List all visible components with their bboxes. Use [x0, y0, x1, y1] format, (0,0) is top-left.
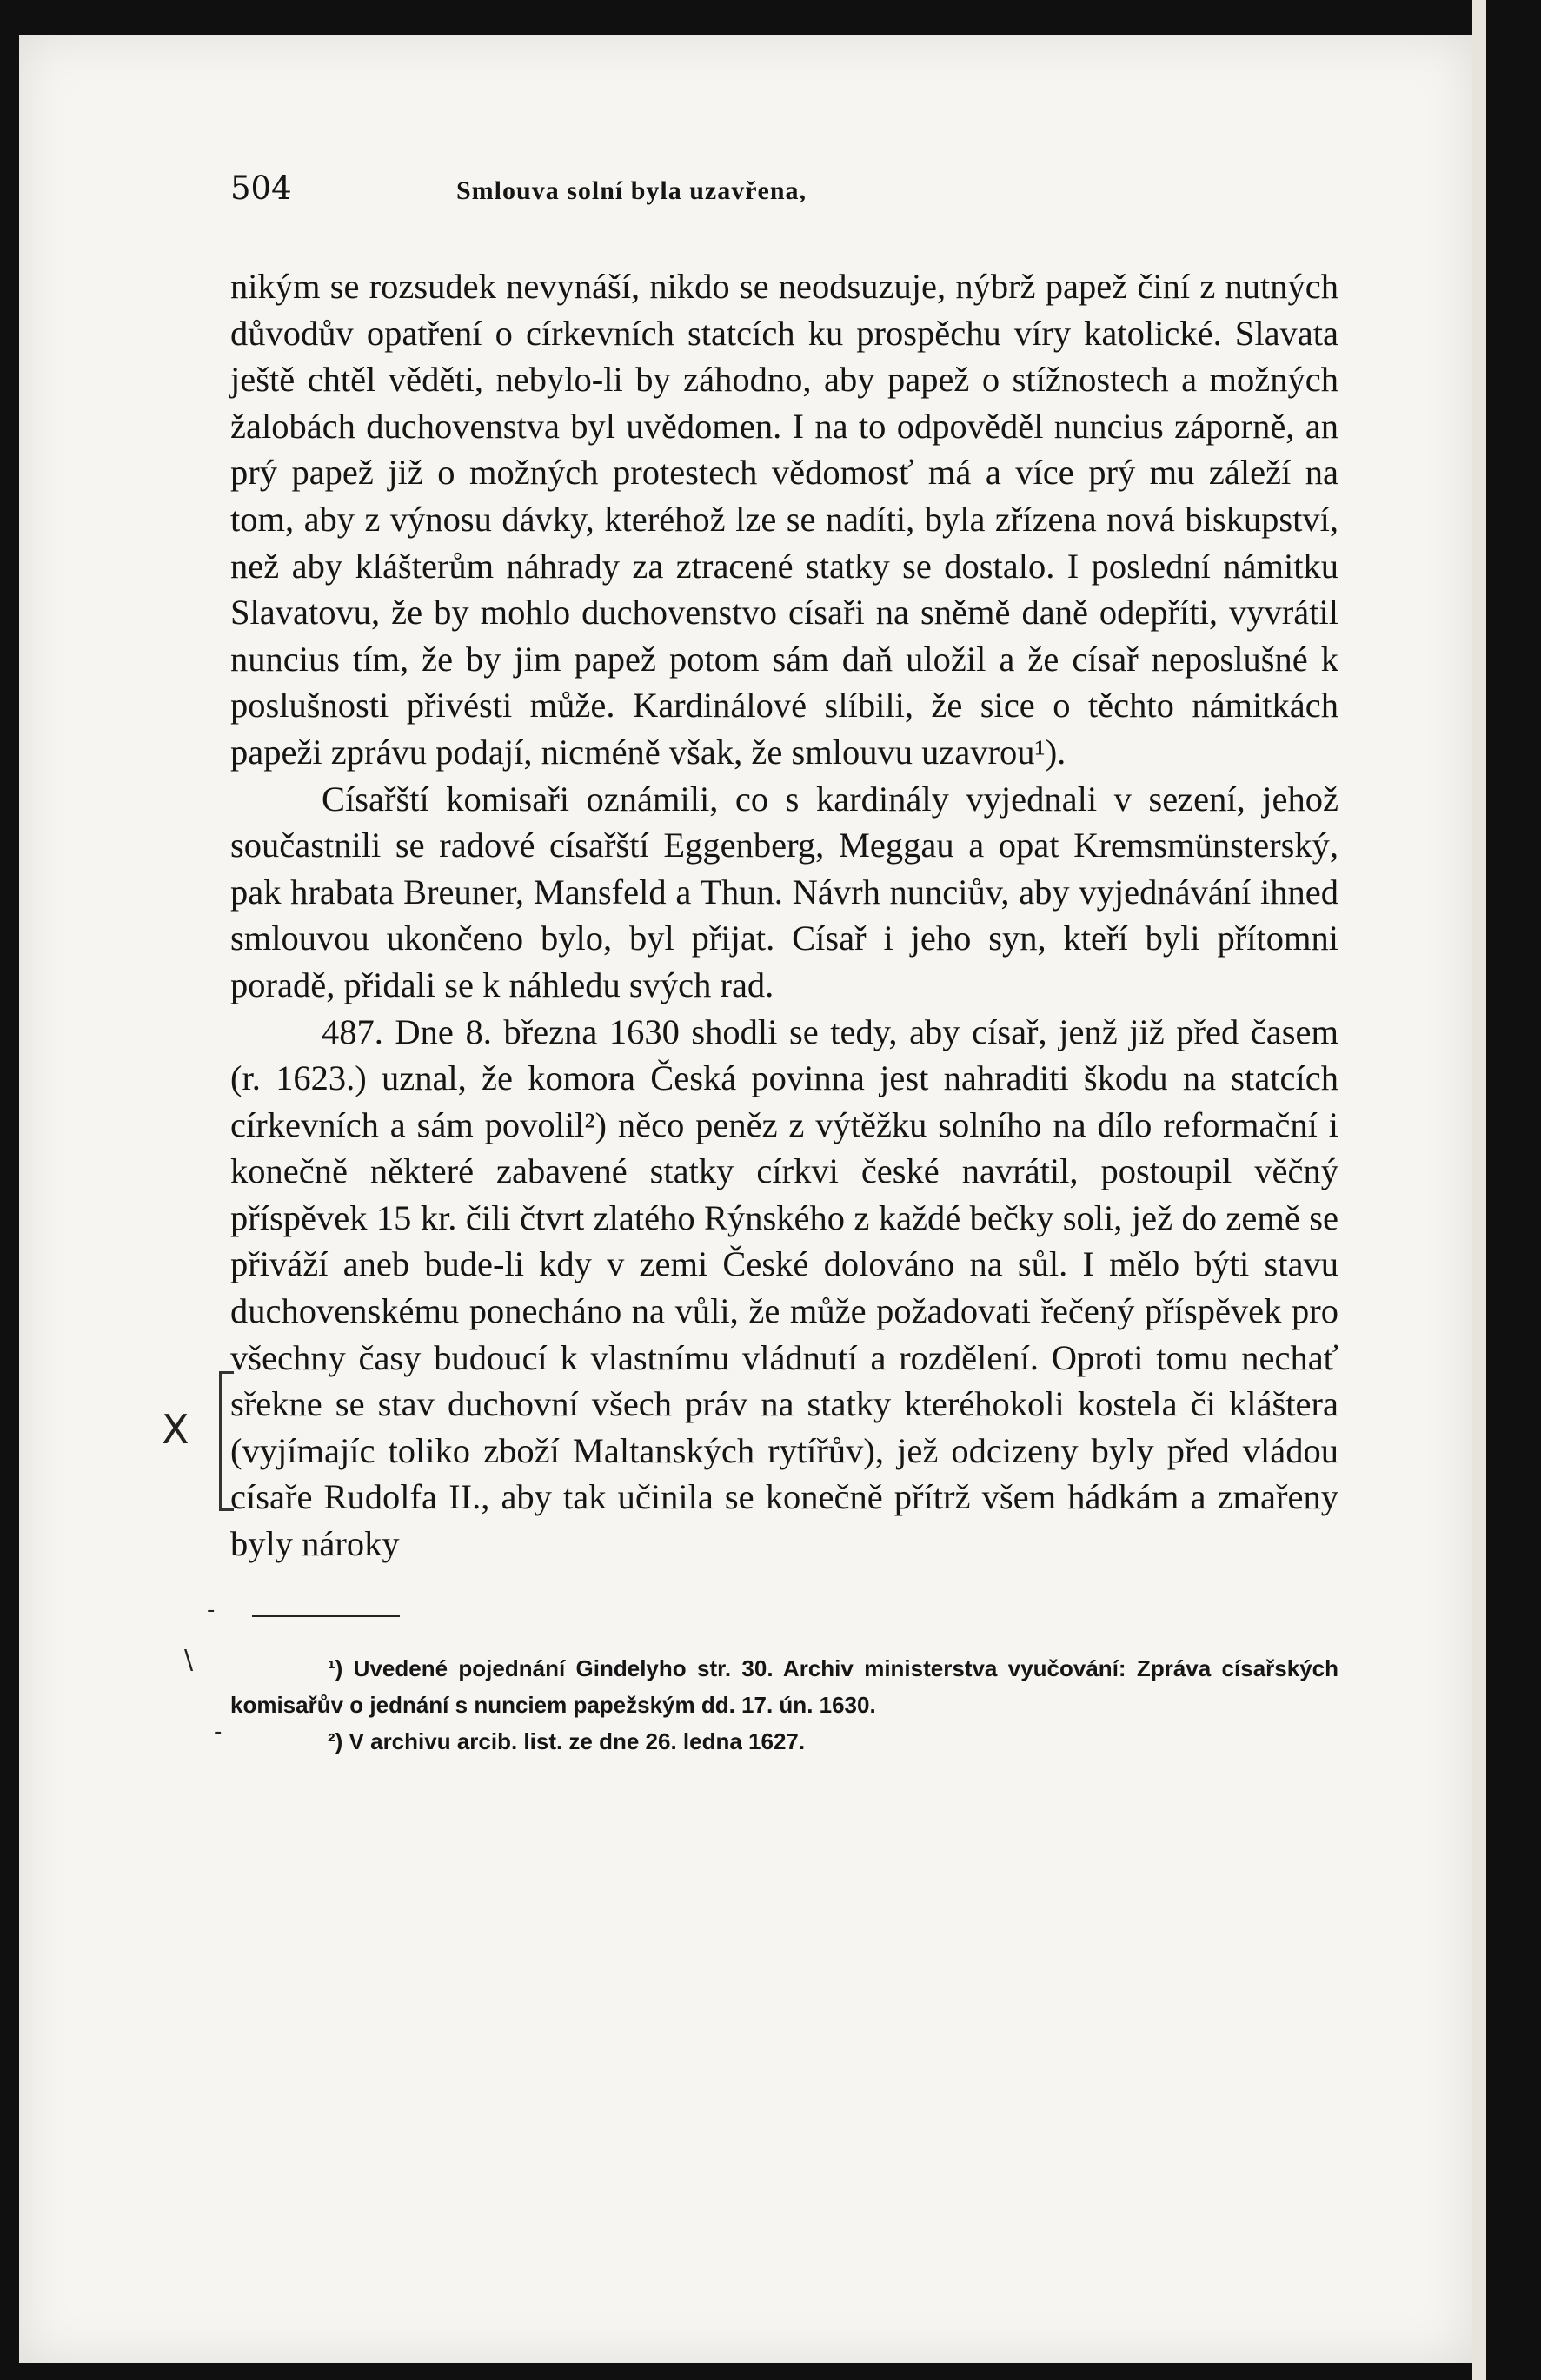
paragraph-3: 487. Dne 8. března 1630 shodli se tedy, aby císař, jenž již před časem (r. 1623.) uznal, že komora Česká povinna jest nahraditi škodu na statcích církevních a sám povolil²) něco peněz z výtěžku solního na dílo reformační i konečně některé zabavené statky církvi české navrátil, postoupil věčný příspěvek 15 kr. čili čtvrt zlatého Rýnského z každé bečky soli, jež do země se přiváží aneb bude-li kdy v zemi České dolováno na sůl. I mělo býti stavu duchovenskému ponecháno na vůli, že může požadovati řečený příspěvek pro všechny časy budoucí k vlastnímu vládnutí a rozdělení. Oproti tomu nechať sřekne se stav duchovní všech práv na statky kteréhokoli kostela či kláštera (vyjímajíc toliko zboží Maltanských rytířův), jež odcizeny byly před vládou císaře Rudolfa II., aby tak učinila se konečně přítrž všem hádkám a zmařeny byly nároky	[230, 1011, 1338, 1564]
margin-x-mark: X	[162, 1406, 189, 1453]
footnote-rule	[252, 1615, 400, 1617]
margin-mark-2: \	[184, 1645, 194, 1675]
running-head: Smlouva solní byla uzavřena,	[456, 176, 807, 205]
page-content	[230, 169, 1338, 1760]
footnote-1: ¹) Uvedené pojednání Gindelyho str. 30. Archiv ministerstva vyučování: Zpráva císařských komisařův o jednání s nunciem papežským dd. 17. ún. 1630.	[230, 1654, 1338, 1718]
margin-mark-1: -	[207, 1597, 216, 1623]
margin-mark-3: -	[214, 1719, 223, 1745]
body-text	[230, 263, 1338, 1568]
paragraph-2: Císařští komisaři oznámili, co s kardinály vyjednali v sezení, jehož součastnili se radové císařští Eggenberg, Meggau a opat Kremsmünsterský, pak hrabata Breuner, Mansfeld a Thun. Návrh nunciův, aby vyjednávání ihned smlouvou ukončeno bylo, byl přijat. Císař i jeho syn, kteří byli přítomni poradě, přidali se k náhledu svých rad.	[230, 779, 1338, 1004]
paragraph-1: nikým se rozsudek nevynáší, nikdo se neodsuzuje, nýbrž papež činí z nutných důvodův opatření o církevních statcích ku prospěchu víry katolické. Slavata ještě chtěl věděti, nebylo-li by záhodno, aby papež o stížnostech a možných žalobách duchovenstva byl uvědomen. I na to odpověděl nuncius záporně, an prý papež již o možných protestech vědomosť má a více prý mu záleží na tom, aby z výnosu dávky, kteréhož lze se nadíti, byla zřízena nová biskupství, než aby klášterům náhrady za ztracené statky se dostalo. I poslední námitku Slavatovu, že by mohlo duchovenstvo císaři na sněmě daně odepříti, vyvrátil nuncius tím, že by jim papež potom sám daň uložil a že císař neposlušné k poslušnosti přivésti může. Kardinálové slíbili, že sice o těchto námitkách papeži zprávu podají, nicméně však, že smlouvu uzavrou¹).	[230, 267, 1338, 772]
page-edge	[1472, 0, 1486, 2380]
margin-bracket	[219, 1371, 234, 1511]
page-number: 504	[230, 169, 292, 207]
footnotes	[230, 1650, 1338, 1760]
page-header	[230, 169, 1338, 222]
footnote-2: ²) V archivu arcib. list. ze dne 26. ledna 1627.	[328, 1727, 806, 1754]
